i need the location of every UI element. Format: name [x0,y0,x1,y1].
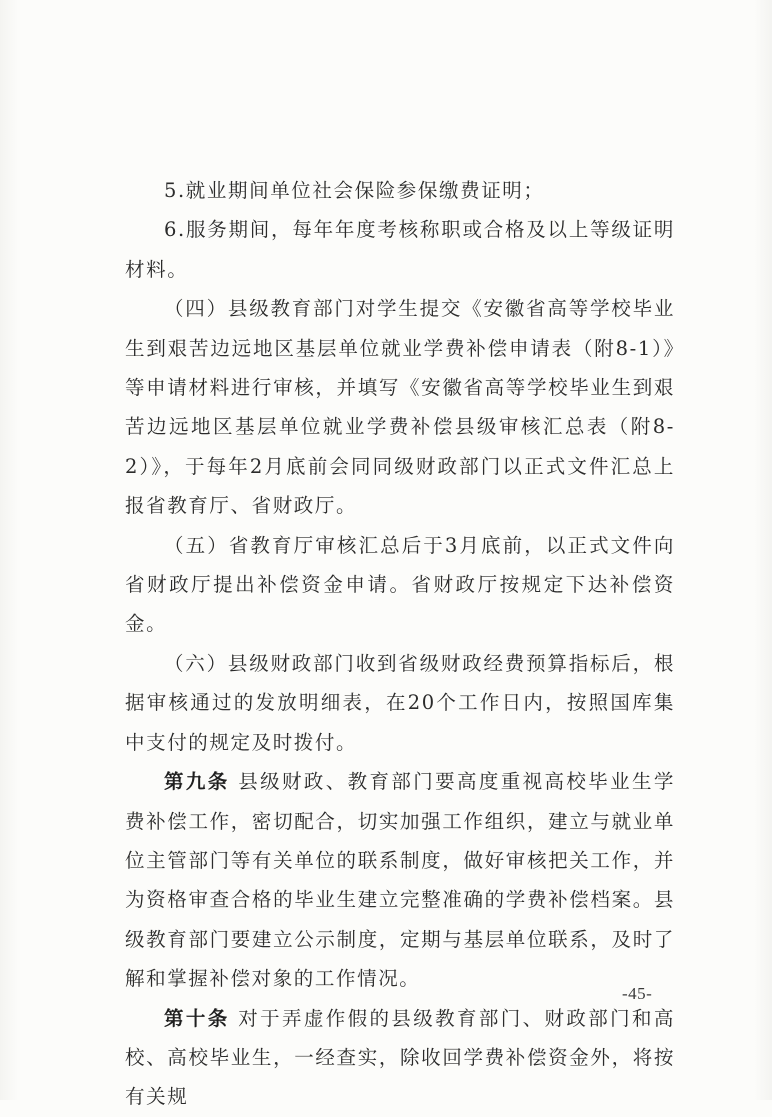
paragraph-article-9 [125,762,675,998]
paragraph-item-6 [125,210,675,289]
paragraph-text: （六）县级财政部门收到省级财政经费预算指标后，根据审核通过的发放明细表，在20个工作日内，按照国库集中支付的规定及时拨付。 [125,651,675,754]
paragraph-text: 6.服务期间，每年年度考核称职或合格及以上等级证明材料。 [125,218,675,281]
paragraph-article-10 [125,999,675,1117]
paragraph-text: 5.就业期间单位社会保险参保缴费证明； [164,179,545,202]
paragraph-section-6 [125,644,675,762]
paragraph-item-5 [125,171,675,210]
paragraph-text: （五）省教育厅审核汇总后于3月底前，以正式文件向省财政厅提出补偿资金申请。省财政厅按规定下达补偿资金。 [125,533,675,636]
page-number: -45- [622,984,653,1003]
paragraph-section-5 [125,526,675,644]
paragraph-text: （四）县级教育部门对学生提交《安徽省高等学校毕业生到艰苦边远地区基层单位就业学费补偿申请表（附8-1）》等申请材料进行审核，并填写《安徽省高等学校毕业生到艰苦边远地区基层单位就业学费补偿县级审核汇总表（附8-2）》，于每年2月底前会同同级财政部门以正式文件汇总上报省教育厅、省财政厅。 [125,297,675,518]
paragraph-text: 县级财政、教育部门要高度重视高校毕业生学费补偿工作，密切配合，切实加强工作组织，建立与就业单位主管部门等有关单位的联系制度，做好审核把关工作，并为资格审查合格的毕业生建立完整准确的学费补偿档案。县级教育部门要建立公示制度，定期与基层单位联系，及时了解和掌握补偿对象的工作情况。 [125,770,675,991]
article-heading: 第九条 [164,770,230,794]
paragraph-text: 对于弄虚作假的县级教育部门、财政部门和高校、高校毕业生，一经查实，除收回学费补偿资金外，将按有关规 [125,1006,675,1109]
article-heading: 第十条 [164,1006,230,1030]
paragraph-section-4 [125,289,675,525]
body-text [125,171,675,1117]
